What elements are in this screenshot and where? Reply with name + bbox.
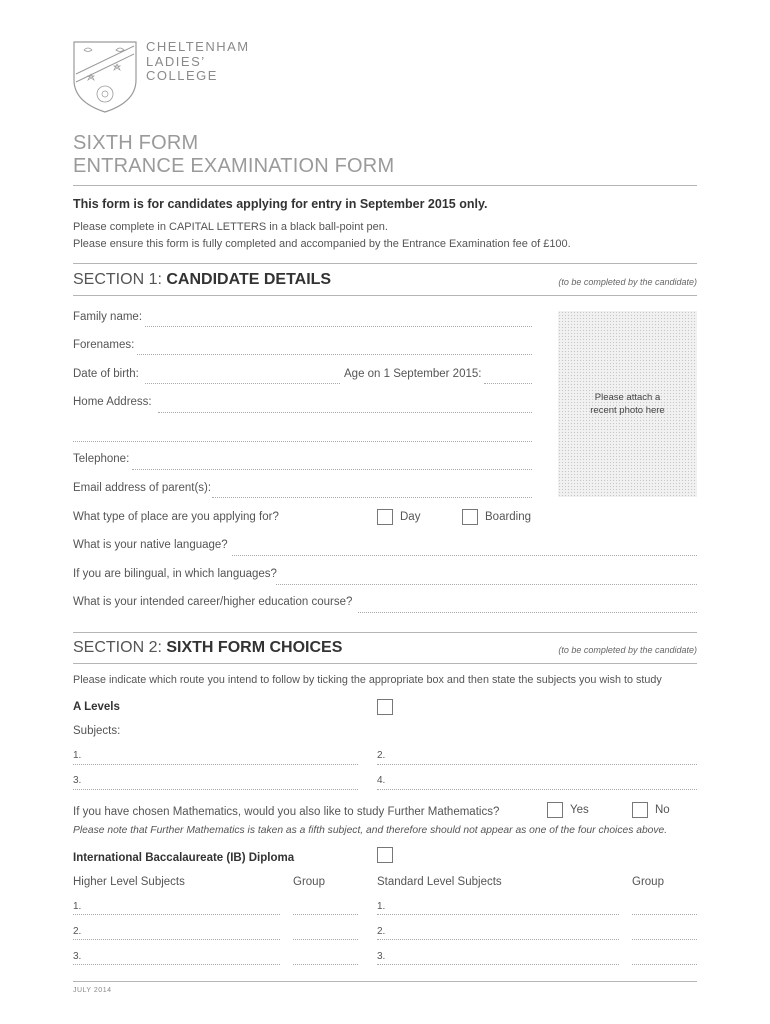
intro-line: Please complete in CAPITAL LETTERS in a black ball-point pen. bbox=[73, 221, 388, 233]
further-maths-note: Please note that Further Mathematics is taken as a fifth subject, and therefore should not appear as one of the four choices above. bbox=[73, 825, 668, 836]
family-name-field[interactable] bbox=[145, 326, 532, 327]
email-field[interactable] bbox=[212, 497, 532, 498]
subject-1-number: 1. bbox=[73, 750, 82, 761]
divider bbox=[73, 295, 697, 296]
native-language-label: What is your native language? bbox=[73, 539, 228, 551]
ib-label: International Baccalaureate (IB) Diploma bbox=[73, 852, 295, 864]
forenames-label: Forenames: bbox=[73, 339, 135, 351]
sl-group-1-field[interactable] bbox=[632, 914, 697, 915]
career-label: What is your intended career/higher education course? bbox=[73, 596, 353, 608]
no-label: No bbox=[655, 804, 670, 816]
sl-group-3-field[interactable] bbox=[632, 964, 697, 965]
higher-group-header: Group bbox=[293, 876, 325, 888]
divider bbox=[73, 663, 697, 664]
day-label: Day bbox=[400, 511, 421, 523]
footer-date: JULY 2014 bbox=[73, 987, 112, 994]
a-levels-checkbox[interactable] bbox=[377, 699, 393, 715]
sl-1-number: 1. bbox=[377, 901, 386, 912]
dob-label: Date of birth: bbox=[73, 368, 139, 380]
day-checkbox[interactable] bbox=[377, 509, 393, 525]
bilingual-label: If you are bilingual, in which languages? bbox=[73, 568, 277, 580]
hl-group-1-field[interactable] bbox=[293, 914, 358, 915]
photo-placeholder[interactable] bbox=[558, 311, 697, 497]
section-1-title: SECTION 1: CANDIDATE DETAILS bbox=[73, 271, 332, 288]
divider bbox=[73, 981, 697, 982]
further-maths-label: If you have chosen Mathematics, would you also like to study Further Mathematics? bbox=[73, 806, 500, 818]
native-language-field[interactable] bbox=[232, 555, 697, 556]
section-1-note: (to be completed by the candidate) bbox=[558, 277, 697, 287]
home-address-field[interactable] bbox=[158, 412, 532, 413]
a-level-subject-1-field[interactable] bbox=[73, 764, 358, 765]
career-field[interactable] bbox=[358, 612, 697, 613]
home-address-label: Home Address: bbox=[73, 396, 152, 408]
dob-field[interactable] bbox=[145, 383, 340, 384]
hl-group-3-field[interactable] bbox=[293, 964, 358, 965]
age-label: Age on 1 September 2015: bbox=[344, 368, 482, 380]
hl-3-number: 3. bbox=[73, 951, 82, 962]
section-2-title: SECTION 2: SIXTH FORM CHOICES bbox=[73, 639, 343, 656]
standard-group-header: Group bbox=[632, 876, 664, 888]
sl-group-2-field[interactable] bbox=[632, 939, 697, 940]
telephone-field[interactable] bbox=[132, 469, 532, 470]
a-level-subject-2-field[interactable] bbox=[377, 764, 697, 765]
home-address-field-2[interactable] bbox=[73, 441, 532, 442]
hl-1-number: 1. bbox=[73, 901, 82, 912]
telephone-label: Telephone: bbox=[73, 453, 130, 465]
hl-2-number: 2. bbox=[73, 926, 82, 937]
sl-2-number: 2. bbox=[377, 926, 386, 937]
page-title: SIXTH FORM ENTRANCE EXAMINATION FORM bbox=[73, 132, 395, 177]
sl-subject-3-field[interactable] bbox=[377, 964, 619, 965]
subject-2-number: 2. bbox=[377, 750, 386, 761]
standard-level-header: Standard Level Subjects bbox=[377, 876, 502, 888]
sl-3-number: 3. bbox=[377, 951, 386, 962]
ib-checkbox[interactable] bbox=[377, 847, 393, 863]
forenames-field[interactable] bbox=[137, 354, 532, 355]
section-2-note: (to be completed by the candidate) bbox=[558, 645, 697, 655]
higher-level-header: Higher Level Subjects bbox=[73, 876, 185, 888]
hl-subject-2-field[interactable] bbox=[73, 939, 280, 940]
hl-group-2-field[interactable] bbox=[293, 939, 358, 940]
divider bbox=[73, 263, 697, 264]
sl-subject-1-field[interactable] bbox=[377, 914, 619, 915]
further-maths-yes-checkbox[interactable] bbox=[547, 802, 563, 818]
intro-heading: This form is for candidates applying for entry in September 2015 only. bbox=[73, 197, 488, 211]
further-maths-no-checkbox[interactable] bbox=[632, 802, 648, 818]
subject-4-number: 4. bbox=[377, 775, 386, 786]
hl-subject-1-field[interactable] bbox=[73, 914, 280, 915]
place-type-label: What type of place are you applying for? bbox=[73, 511, 279, 523]
college-name: CHELTENHAM LADIES’ COLLEGE bbox=[146, 39, 250, 83]
email-label: Email address of parent(s): bbox=[73, 482, 212, 494]
family-name-label: Family name: bbox=[73, 311, 143, 323]
bilingual-field[interactable] bbox=[276, 584, 697, 585]
divider bbox=[73, 185, 697, 186]
section-2-instruction: Please indicate which route you intend to follow by ticking the appropriate box and then state the subjects you wish to study bbox=[73, 674, 662, 686]
college-crest-logo bbox=[72, 40, 138, 114]
sl-subject-2-field[interactable] bbox=[377, 939, 619, 940]
yes-label: Yes bbox=[570, 804, 589, 816]
a-level-subject-4-field[interactable] bbox=[377, 789, 697, 790]
a-level-subject-3-field[interactable] bbox=[73, 789, 358, 790]
divider bbox=[73, 632, 697, 633]
boarding-label: Boarding bbox=[485, 511, 532, 523]
intro-line: Please ensure this form is fully completed and accompanied by the Entrance Examination fee of £100. bbox=[73, 238, 571, 250]
subjects-label: Subjects: bbox=[73, 725, 121, 737]
boarding-checkbox[interactable] bbox=[462, 509, 478, 525]
hl-subject-3-field[interactable] bbox=[73, 964, 280, 965]
subject-3-number: 3. bbox=[73, 775, 82, 786]
a-levels-label: A Levels bbox=[73, 701, 120, 713]
photo-instructions: Please attach a recent photo here bbox=[590, 392, 665, 416]
age-field[interactable] bbox=[484, 383, 532, 384]
